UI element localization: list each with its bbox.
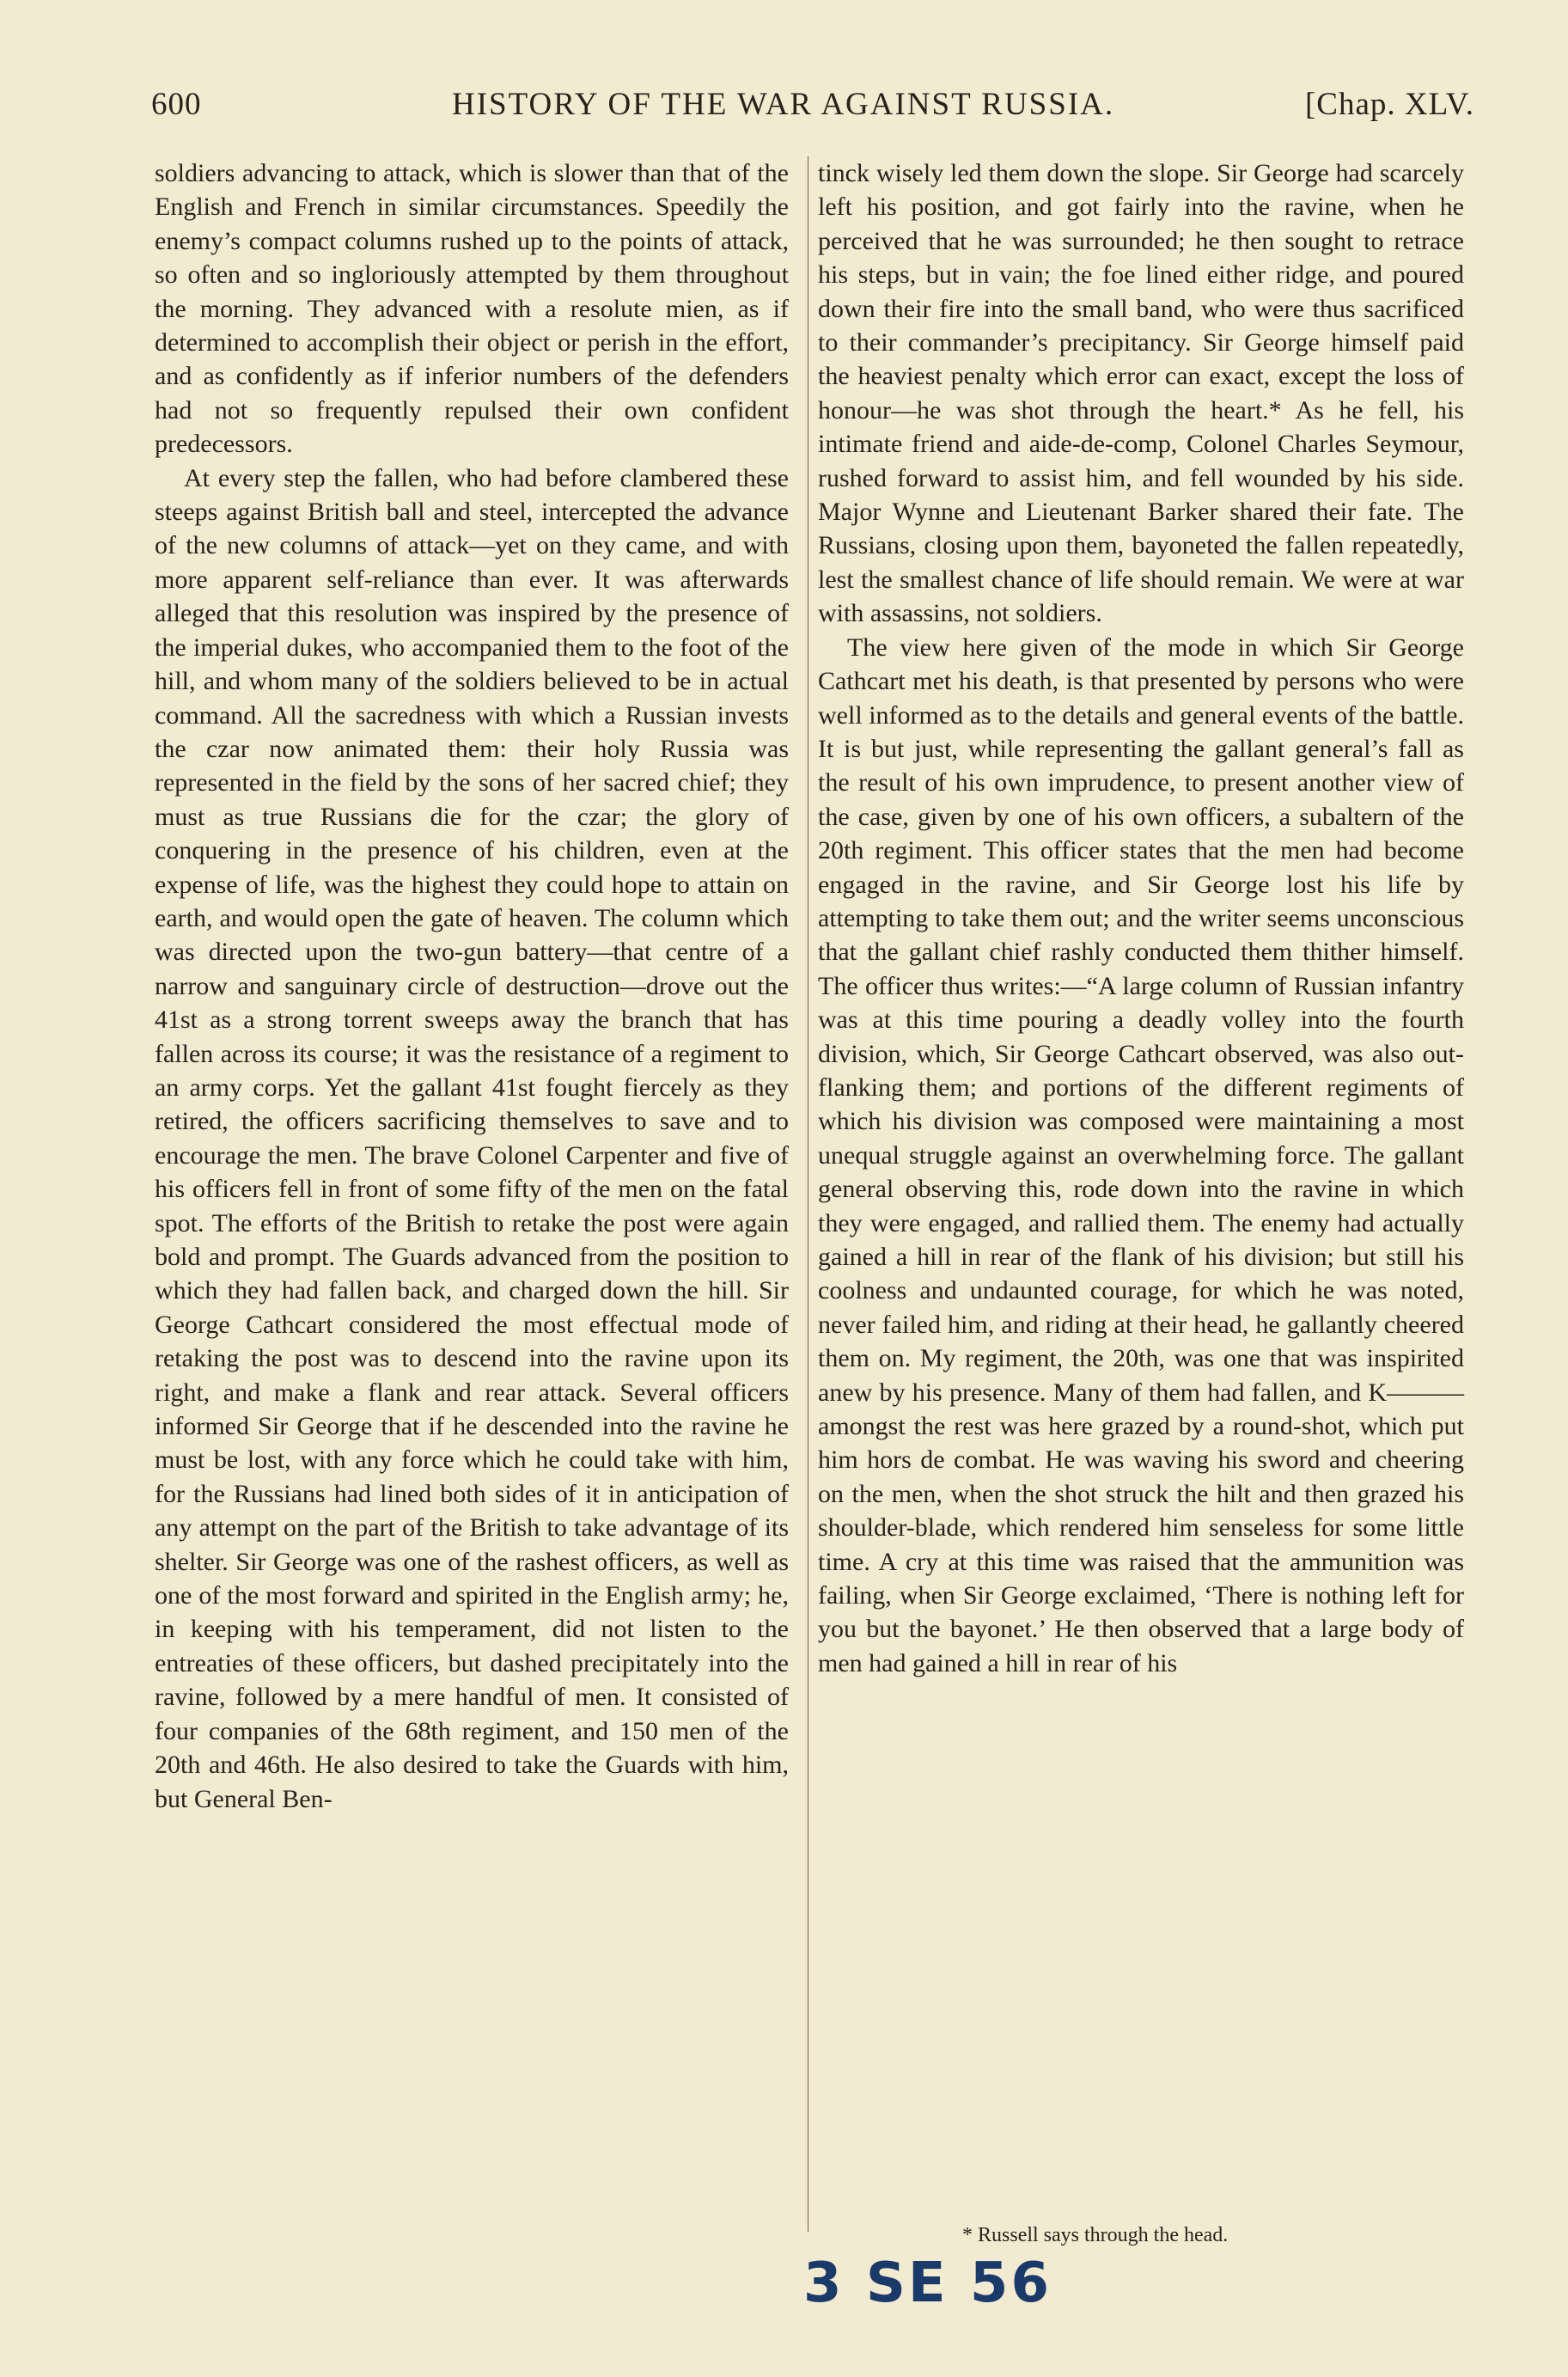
page-number: 600 bbox=[151, 87, 202, 122]
running-title: HISTORY OF THE WAR AGAINST RUSSIA. bbox=[452, 87, 1115, 122]
paragraph: soldiers advancing to attack, which is slower than that of the English and French in similar circumstances. Speedily the enemy’s compact columns rushed up to the points of attack, so often and so ingloriously attempted by them throughout the morning. They advanced with a resolute mien, as if determined to accomplish their object or perish in the effort, and as confidently as if inferior numbers of the defenders had not so frequently repulsed their own confident predecessors. bbox=[155, 159, 789, 459]
date-stamp: 3 SE 56 bbox=[803, 2252, 1052, 2315]
footnote: * Russell says through the head. bbox=[962, 2224, 1229, 2246]
left-column bbox=[155, 156, 789, 1816]
paragraph: At every step the fallen, who had before clambered these steeps against British ball and steel, intercepted the advance of the new columns of attack—yet on they came, and with more apparent self-reliance than ever. It was afterwards alleged that this resolution was inspired by the presence of the imperial dukes, who accompanied them to the foot of the hill, and whom many of the soldiers believed to be in actual command. All the sacredness with which a Russian invests the czar now animated them: their holy Russia was represented in the field by the sons of her sacred chief; they must as true Russians die for the czar; the glory of conquering in the presence of his children, even at the expense of life, was the highest they could hope to attain on earth, and would open the gate of heaven. The column which was directed upon the two-gun battery—that centre of a narrow and sanguinary circle of destruction—drove out the 41st as a strong torrent sweeps away the branch that has fallen across its course; it was the resistance of a regiment to an army corps. Yet the gallant 41st fought fiercely as they retired, the officers sacrificing themselves to save and to encourage the men. The brave Colonel Carpenter and five of his officers fell in front of some fifty of the men on the fatal spot. The efforts of the British to retake the post were again bold and prompt. The Guards advanced from the position to which they had fallen back, and charged down the hill. Sir George Cathcart considered the most effectual mode of retaking the post was to descend into the ravine upon its right, and make a flank and rear attack. Several officers informed Sir George that if he descended into the ravine he must be lost, with any force which he could take with him, for the Russians had lined both sides of it in anticipation of any attempt on the part of the British to take advantage of its shelter. Sir George was one of the rashest officers, as well as one of the most forward and spirited in the English army; he, in keeping with his temperament, did not listen to the entreaties of these officers, but dashed precipitately into the ravine, followed by a mere handful of men. It consisted of four companies of the 68th regiment, and 150 men of the 20th and 46th. He also desired to take the Guards with him, but General Ben- bbox=[155, 463, 789, 1813]
paragraph: tinck wisely led them down the slope. Sir George had scarcely left his position, and got fairly into the ravine, when he perceived that he was surrounded; he then sought to retrace his steps, but in vain; the foe lined either ridge, and poured down their fire into the small band, who were thus sacrificed to their commander’s precipitancy. Sir George himself paid the heaviest penalty which error can exact, except the loss of honour—he was shot through the heart.* As he fell, his intimate friend and aide-de-comp, Colonel Charles Seymour, rushed forward to assist him, and fell wounded by his side. Major Wynne and Lieutenant Barker shared their fate. The Russians, closing upon them, bayoneted the fallen repeatedly, lest the smallest chance of life should remain. We were at war with assassins, not soldiers. bbox=[818, 159, 1464, 628]
right-column bbox=[818, 156, 1464, 1680]
paragraph: The view here given of the mode in which Sir George Cathcart met his death, is that presented by persons who were well informed as to the details and general events of the battle. It is but just, while representing the gallant general’s fall as the result of his own imprudence, to present another view of the case, given by one of his own officers, a subaltern of the 20th regiment. This officer states that the men had become engaged in the ravine, and Sir George lost his life by attempting to take them out; and the writer seems unconscious that the gallant chief rashly conducted them thither himself. The officer thus writes:—“A large column of Russian infantry was at this time pouring a deadly volley into the fourth division, which, Sir George Cathcart observed, was also out-flanking them; and portions of the different regiments of which his division was composed were maintaining a most unequal struggle against an overwhelming force. The gallant general observing this, rode down into the ravine in which they were engaged, and rallied them. The enemy had actually gained a hill in rear of the flank of his division; but still his coolness and undaunted courage, for which he was noted, never failed him, and riding at their head, he gallantly cheered them on. My regiment, the 20th, was one that was inspirited anew by his presence. Many of them had fallen, and K——— amongst the rest was here grazed by a round-shot, which put him hors de combat. He was waving his sword and cheering on the men, when the shot struck the hilt and then grazed his shoulder-blade, which rendered him senseless for some little time. A cry at this time was raised that the ammunition was failing, when Sir George exclaimed, ‘There is nothing left for you but the bayonet.’ He then observed that a large body of men had gained a hill in rear of his bbox=[818, 632, 1464, 1677]
chapter-label: [Chap. XLV. bbox=[1304, 87, 1474, 122]
running-header bbox=[151, 86, 1474, 129]
